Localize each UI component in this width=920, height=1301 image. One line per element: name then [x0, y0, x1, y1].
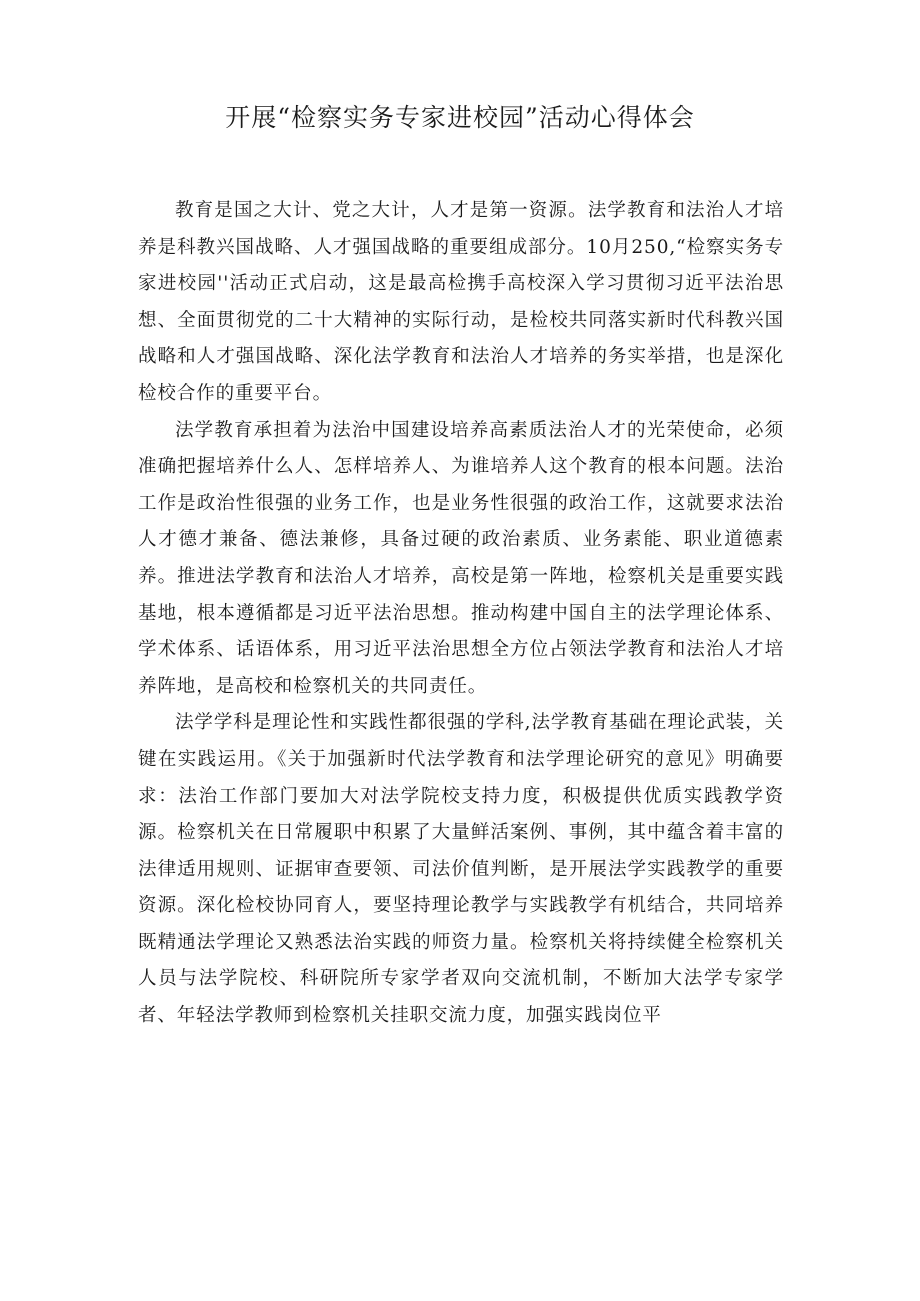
paragraph: 法学教育承担着为法治中国建设培养高素质法治人才的光荣使命，必须准确把握培养什么人、怎样培养人、为谁培养人这个教育的根本问题。法治工作是政治性很强的业务工作，也是业务性很强的政治工作，这就要求法治人才德才兼备、德法兼修，具备过硬的政治素质、业务素能、职业道德素养。推进法学教育和法治人才培养，高校是第一阵地，检察机关是重要实践基地，根本遵循都是习近平法治思想。推动构建中国自主的法学理论体系、学术体系、话语体系，用习近平法治思想全方位占领法学教育和法治人才培养阵地，是高校和检察机关的共同责任。 — [138, 419, 784, 697]
document-title: 开展“检察实务专家进校园”活动心得体会 — [225, 103, 695, 132]
document-body — [138, 193, 784, 1035]
paragraph: 教育是国之大计、党之大计，人才是第一资源。法学教育和法治人才培养是科教兴国战略、人才强国战略的重要组成部分。10月250,“检察实务专家进校园''活动正式启动，这是最高检携手高校深入学习贯彻习近平法治思想、全面贯彻党的二十大精神的实际行动，是检校共同落实新时代科教兴国战略和人才强国战略、深化法学教育和法治人才培养的务实举措，也是深化检校合作的重要平台。 — [138, 200, 784, 404]
paragraph: 法学学科是理论性和实践性都很强的学科,法学教育基础在理论武装，关键在实践运用。《关于加强新时代法学教育和法学理论研究的意见》明确要求：法治工作部门要加大对法学院校支持力度，积极提供优质实践教学资源。检察机关在日常履职中积累了大量鲜活案例、事例，其中蕴含着丰富的法律适用规则、证据审查要领、司法价值判断，是开展法学实践教学的重要资源。深化检校协同育人，要坚持理论教学与实践教学有机结合，共同培养既精通法学理论又熟悉法治实践的师资力量。检察机关将持续健全检察机关人员与法学院校、科研院所专家学者双向交流机制，不断加大法学专家学者、年轻法学教师到检察机关挂职交流力度，加强实践岗位平 — [138, 712, 784, 1027]
